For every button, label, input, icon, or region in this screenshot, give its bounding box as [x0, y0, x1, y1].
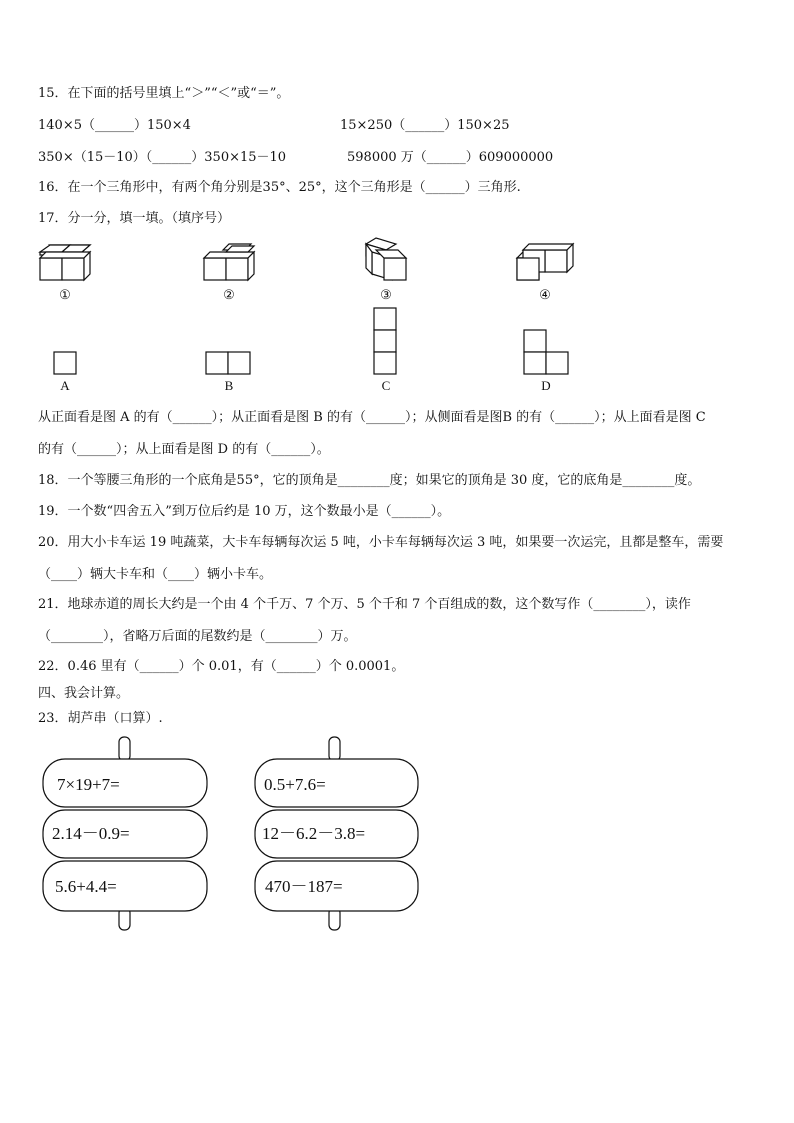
q18-text: 18．一个等腰三角形的一个底角是55°，它的顶角是________度；如果它的顶角是 30 度，它的底角是________度。	[38, 473, 701, 488]
q20-line1: 20．用大小卡车运 19 吨蔬菜，大卡车每辆每次运 5 吨，小卡车每辆每次运 3 吨，如果要一次运完，且都是整车，需要	[38, 535, 724, 550]
view-figure-c	[374, 308, 396, 374]
solid-label-1: ①	[59, 287, 71, 302]
view-label-a: A	[60, 378, 70, 393]
calc-left-2: 2.14－0.9=	[52, 824, 130, 843]
view-figure-d	[524, 330, 568, 374]
q16-text: 16．在一个三角形中，有两个角分别是35°、25°，这个三角形是（______）三角形.	[38, 180, 521, 195]
q22-text: 22．0.46 里有（______）个 0.01，有（______）个 0.0001。	[38, 659, 405, 674]
q15-row1-left: 140×5（______）150×4	[38, 118, 191, 133]
view-label-b: B	[224, 378, 234, 393]
q19-text: 19．一个数“四舍五入”到万位后约是 10 万，这个数最小是（______）。	[38, 504, 451, 519]
q15-title: 15．在下面的括号里填上“＞”“＜”或“＝”。	[38, 86, 290, 101]
view-label-c: C	[381, 378, 391, 393]
solid-figure-4	[517, 244, 573, 280]
q15-row1-right: 15×250（______）150×25	[340, 118, 510, 133]
section-4-heading: 四、我会计算。	[38, 686, 130, 701]
calc-right-3: 470－187=	[265, 877, 343, 896]
solid-figure-2	[204, 244, 254, 280]
calc-left-1: 7×19+7=	[57, 775, 120, 794]
q20-line2: （____）辆大卡车和（____）辆小卡车。	[38, 567, 273, 582]
q17-line2: 的有（______）；从上面看是图 D 的有（______）。	[38, 442, 330, 457]
view-figure-a	[54, 352, 76, 374]
solid-label-4: ④	[539, 287, 551, 302]
q21-line2: （________），省略万后面的尾数约是（________）万。	[38, 629, 357, 644]
solid-label-3: ③	[380, 287, 392, 302]
calc-left-3: 5.6+4.4=	[55, 877, 117, 896]
q23-title: 23．胡芦串（口算）.	[38, 711, 163, 726]
solid-figure-1	[40, 245, 90, 280]
calc-right-2: 12－6.2－3.8=	[262, 824, 366, 843]
q21-line1: 21．地球赤道的周长大约是一个由 4 个千万、7 个万、5 个千和 7 个百组成的数，这个数写作（________），读作	[38, 597, 691, 612]
solid-figure-3	[366, 238, 406, 280]
solid-label-2: ②	[223, 287, 235, 302]
q17-line1: 从正面看是图 A 的有（______）；从正面看是图 B 的有（______）；从侧面看是图B 的有（______）；从上面看是图 C	[38, 410, 706, 425]
q15-row2-left: 350×（15－10）（______）350×15－10	[38, 150, 287, 165]
view-label-d: D	[541, 378, 551, 393]
calc-right-1: 0.5+7.6=	[264, 775, 326, 794]
q15-row2-right: 598000 万（______）609000000	[347, 150, 554, 165]
q17-title: 17．分一分，填一填。（填序号）	[38, 211, 231, 226]
view-figure-b	[206, 352, 250, 374]
